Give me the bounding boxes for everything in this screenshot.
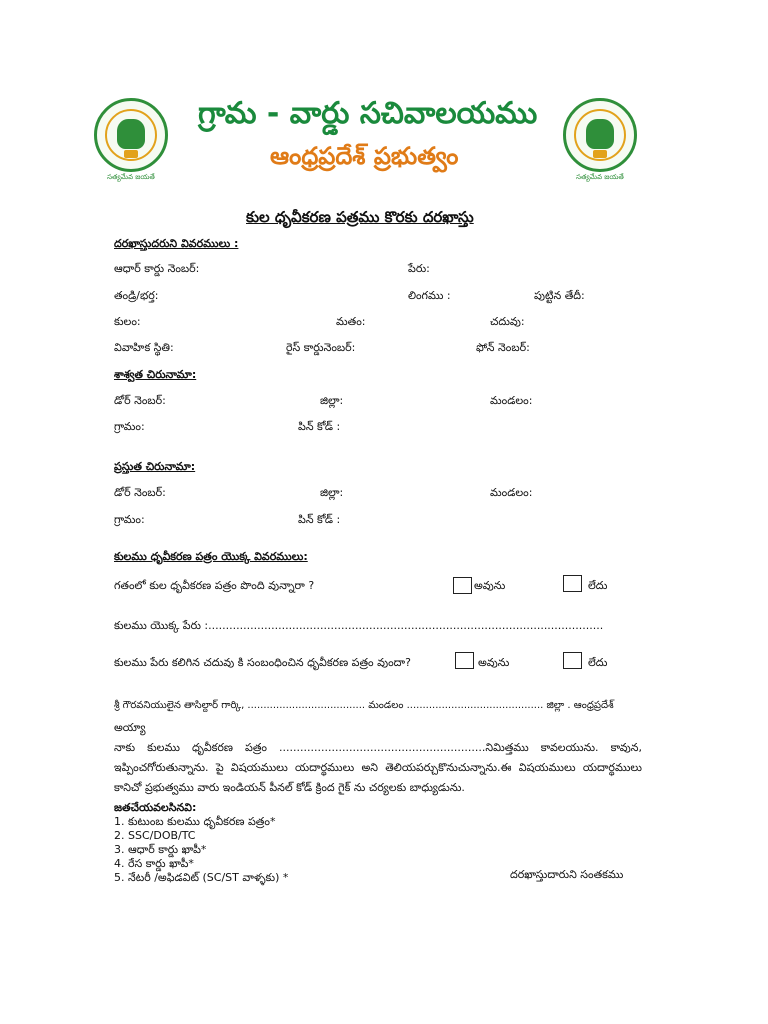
applicant-section-heading: దరఖాస్తుదరుని వివరములు :: [114, 237, 239, 250]
religion-label: మతం:: [336, 315, 366, 328]
gender-label: లింగము :: [408, 289, 451, 302]
previous-cert-yes-checkbox[interactable]: [453, 577, 472, 594]
dob-label: పుట్టిన తేదీ:: [534, 289, 585, 302]
banner-subtitle: ఆంధ్రప్రదేశ్ ప్రభుత్వం: [270, 142, 459, 170]
seal-right-caption: సత్యమేవ జయతే: [576, 173, 624, 181]
enclosures-heading: జతచేయవలసినవి:: [114, 801, 197, 814]
previous-cert-yes-label: అవును: [474, 579, 506, 592]
pres-district-label: జిల్లా:: [320, 486, 344, 499]
enclosure-item: 2. SSC/DOB/TC: [114, 829, 196, 842]
previous-cert-no-label: లేదు: [588, 579, 608, 592]
edu-cert-yes-label: అవును: [478, 656, 510, 669]
letter-to-line: శ్రీ గౌరవనియులైన తాసిల్దార్ గార్కి, ..................................... మండలం ........................................... జిల్లా . ఆంధ్రప్రదేశ్: [114, 700, 614, 711]
signature-label: దరఖాస్తుదారుని సంతకము: [510, 868, 624, 881]
enclosure-item: 3. ఆధార్ కార్డు ఖాపీ*: [114, 843, 207, 856]
permanent-address-heading: శాశ్వత చిరునామా:: [114, 368, 197, 381]
marital-status-label: వివాహిక స్థితి:: [114, 341, 174, 354]
perm-pin-label: పిన్ కోడ్ :: [298, 420, 341, 433]
perm-mandal-label: మండలం:: [490, 394, 533, 407]
enclosure-item: 5. నేటరీ /అఫిడవిట్ (SC/ST వాళ్ళకు) *: [114, 871, 289, 884]
edu-cert-no-checkbox[interactable]: [563, 652, 582, 669]
father-husband-label: తండ్రి/భర్త:: [114, 289, 159, 302]
pres-pin-label: పిన్ కోడ్ :: [298, 513, 341, 526]
perm-district-label: జిల్లా:: [320, 394, 344, 407]
caste-cert-heading: కులము ధృవీకరణ పత్రం యొక్క వివరములు:: [114, 550, 308, 563]
education-label: చదువు:: [490, 315, 525, 328]
phone-label: ఫోన్ నెంబర్:: [476, 341, 530, 354]
perm-door-label: డోర్ నెంబర్:: [114, 394, 166, 407]
pres-village-label: గ్రామం:: [114, 513, 145, 526]
edu-cert-no-label: లేదు: [588, 656, 608, 669]
rice-card-label: రైస్ కార్డునెంబర్:: [286, 341, 356, 354]
form-title: కుల ధృవీకరణ పత్రము కొరకు దరఖాస్తు: [246, 208, 474, 226]
pres-mandal-label: మండలం:: [490, 486, 533, 499]
ap-emblem-left: [94, 98, 168, 181]
aadhaar-label: ఆధార్ కార్డు నెంబర్:: [114, 262, 200, 275]
banner-title: గ్రామ - వార్డు సచివాలయము: [198, 96, 538, 131]
seal-left-caption: సత్యమేవ జయతే: [107, 173, 155, 181]
previous-cert-question: గతంలో కుల ధృవీకరణ పత్రం పొంది వున్నారా ?: [114, 579, 315, 592]
letter-body: నాకు కులము ధృవీకరణ పత్రం ...........................................................నిమిత్తము కావలయును. కావున, ఇప్పించగోరుతున్నాను. పై విషయములు యదార్థములు అని తెలియపర్చుకొనుచున్నాను.ఈ విషయములు యదార్థములు కానిచో ప్రభుత్వము వారు ఇండియన్ పీనల్ కోడ్ క్రింద గైక్ ను చర్యలకు బాధ్యుడును.: [114, 741, 642, 794]
pres-door-label: డోర్ నెంబర్:: [114, 486, 166, 499]
name-label: పేరు:: [408, 262, 430, 275]
previous-cert-no-checkbox[interactable]: [563, 575, 582, 592]
perm-village-label: గ్రామం:: [114, 420, 145, 433]
enclosure-item: 1. కుటుంబ కులము ధృవీకరణ పత్రం*: [114, 815, 276, 828]
letter-salutation: అయ్యా: [114, 721, 146, 734]
edu-cert-yes-checkbox[interactable]: [455, 652, 474, 669]
enclosure-item: 4. రేస కార్డు ఖాపీ*: [114, 857, 194, 870]
caste-name-line: కులము యొక్క పేరు :.................................................................................................................: [114, 619, 604, 632]
caste-label: కులం:: [114, 315, 141, 328]
ap-emblem-right: [563, 98, 637, 181]
present-address-heading: ప్రస్తుత చిరునామా:: [114, 460, 196, 473]
edu-cert-question: కులము పేరు కలిగిన చదువు కి సంబంధించిన ధృవీకరణ పత్రం వుందా?: [114, 656, 411, 669]
enclosures-list: [114, 815, 288, 885]
